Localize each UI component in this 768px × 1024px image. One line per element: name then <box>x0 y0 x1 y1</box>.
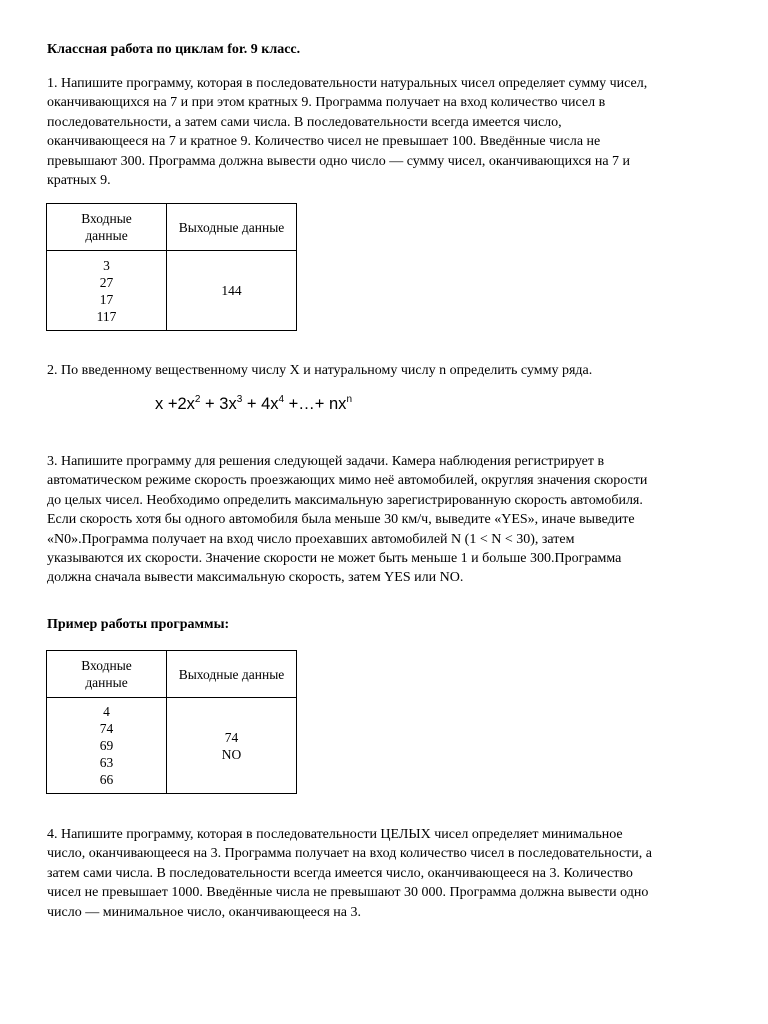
task3-line: указываются их скорости. Значение скорости не может быть меньше 1 и больше 300.Программа <box>47 551 622 567</box>
example-heading: Пример работы программы: <box>47 617 230 632</box>
task1-text <box>47 74 727 190</box>
table-output-cell: 74 NO <box>167 698 297 794</box>
table-output-cell: 144 <box>167 251 297 331</box>
table-header-output: Выходные данные <box>167 651 297 698</box>
task1-line: оканчивающееся на 7 и кратное 9. Количество чисел не превышает 100. Введённые числа не <box>47 134 601 150</box>
task1-line: оканчивающихся на 7 и при этом кратных 9. Программа получает на вход количество чисел в <box>47 95 606 111</box>
task3-line: должна сначала вывести максимальную скорость, затем YES или NO. <box>47 570 464 586</box>
task4-line: затем сами числа. В последовательности всегда имеется число, оканчивающееся на 3. Количество <box>47 865 633 881</box>
table-header-input: Входные данные <box>47 651 167 698</box>
table-input-cell: 4 74 69 63 66 <box>47 698 167 794</box>
table-header-output: Выходные данные <box>167 204 297 251</box>
task3-line: «N0».Программа получает на вход число проехавших автомобилей N (1 < N < 30), затем <box>47 531 575 547</box>
task4-line: 4. Напишите программу, которая в последовательности ЦЕЛЫХ чисел определяет минимальное <box>47 827 623 842</box>
task1-line: последовательности, а затем сами числа. В последовательности всегда имеется число, <box>47 114 562 130</box>
task3-line: автоматическом режиме скорость проезжающих мимо неё автомобилей, округляя значения скорости <box>47 473 648 489</box>
task3-line: 3. Напишите программу для решения следующей задачи. Камера наблюдения регистрирует в <box>47 454 605 469</box>
task3-text <box>47 452 727 588</box>
task4-line: число, оканчивающееся на 3. Программа получает на вход количество чисел в последовательности, а <box>47 846 652 862</box>
task3-line: Если скорость хотя бы одного автомобиля была меньше 30 км/ч, выведите «YES», иначе выведите <box>47 512 635 528</box>
page-title: Классная работа по циклам for. 9 класс. <box>47 42 301 57</box>
task3-io-table <box>46 650 297 794</box>
series-formula: $x +2x^2 + 3x^3 + 4x^4$ +…+ $nx^n$ <box>155 394 352 413</box>
task4-text <box>47 825 727 922</box>
task3-line: до целых чисел. Необходимо определить максимальную зарегистрированную скорость автомобиля. <box>47 492 643 508</box>
task4-line: чисел не превышает 1000. Введённые числа не превышают 30 000. Программа должна вывести одно <box>47 885 649 901</box>
task1-io-table <box>46 203 297 331</box>
task1-line: 1. Напишите программу, которая в последовательности натуральных чисел определяет сумму чисел, <box>47 76 648 91</box>
task4-line: число — минимальное число, оканчивающееся на 3. <box>47 904 361 920</box>
task1-line: превышают 300. Программа должна вывести одно число — сумму чисел, оканчивающихся на 7 и <box>47 153 631 169</box>
table-header-input: Входные данные <box>47 204 167 251</box>
table-input-cell: 3 27 17 117 <box>47 251 167 331</box>
task1-line: кратных 9. <box>47 173 111 189</box>
task2-text: 2. По введенному вещественному числу X и натуральному числу n определить сумму ряда. <box>47 363 593 378</box>
